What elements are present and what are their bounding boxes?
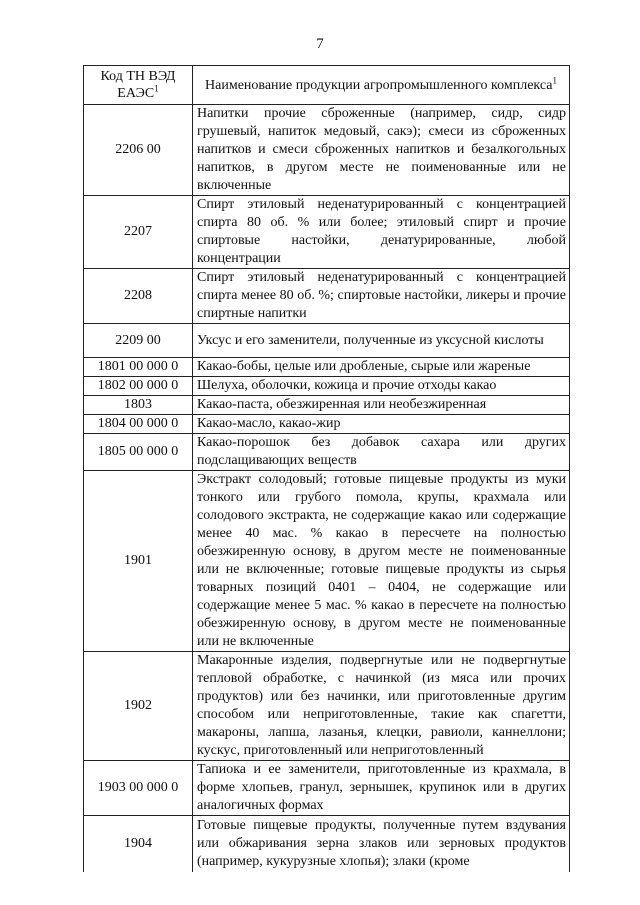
row-description: Готовые пищевые продукты, полученные путем вздувания или обжаривания зерна злаков или зерновых продуктов (например, кукурузные хлопья); злаки (кроме bbox=[193, 816, 570, 872]
row-code: 2209 00 bbox=[84, 324, 193, 358]
row-description: Уксус и его заменители, полученные из уксусной кислоты bbox=[193, 324, 570, 358]
row-description: Напитки прочие сброженные (например, сидр, сидр грушевый, напиток медовый, сакэ); смеси из сброженных напитков и смеси сброженных напитков и безалкогольных напитков, в другом месте не поименованные или не включенные bbox=[193, 105, 570, 196]
row-description: Спирт этиловый неденатурированный с концентрацией спирта менее 80 об. %; спиртовые настойки, ликеры и прочие спиртные напитки bbox=[193, 269, 570, 324]
table-row bbox=[84, 434, 570, 471]
table-row bbox=[84, 196, 570, 269]
row-description: Какао-бобы, целые или дробленые, сырые или жареные bbox=[193, 358, 570, 377]
row-description: Тапиока и ее заменители, приготовленные из крахмала, в форме хлопьев, гранул, зернышек, крупинок или в других аналогичных формах bbox=[193, 761, 570, 816]
row-code: 2206 00 bbox=[84, 105, 193, 196]
header-name: Наименование продукции агропромышленного комплекса$^1$ bbox=[193, 66, 570, 105]
row-code: 1902 bbox=[84, 652, 193, 761]
table-row bbox=[84, 269, 570, 324]
table-row bbox=[84, 652, 570, 761]
products-table bbox=[83, 65, 570, 872]
row-code: 1802 00 000 0 bbox=[84, 377, 193, 396]
table-row bbox=[84, 471, 570, 652]
row-code: 1903 00 000 0 bbox=[84, 761, 193, 816]
table-row bbox=[84, 324, 570, 358]
row-description: Какао-порошок без добавок сахара или других подслащивающих веществ bbox=[193, 434, 570, 471]
row-description: Какао-масло, какао-жир bbox=[193, 415, 570, 434]
table-header-row bbox=[84, 66, 570, 105]
table-row bbox=[84, 415, 570, 434]
table-row bbox=[84, 816, 570, 872]
table-row bbox=[84, 377, 570, 396]
row-description: Макаронные изделия, подвергнутые или не подвергнутые тепловой обработке, с начинкой (из мяса или прочих продуктов) или без начинки, или приготовленные другим способом или неприготовленные, такие как спагетти, макароны, лапша, лазанья, клецки, равиоли, каннеллони; кускус, приготовленный или неприготовленный bbox=[193, 652, 570, 761]
row-code: 2208 bbox=[84, 269, 193, 324]
page-number: 7 bbox=[316, 36, 324, 52]
row-description: Какао-паста, обезжиренная или необезжиренная bbox=[193, 396, 570, 415]
row-code: 1804 00 000 0 bbox=[84, 415, 193, 434]
row-code: 1901 bbox=[84, 471, 193, 652]
table-row bbox=[84, 105, 570, 196]
row-code: 1803 bbox=[84, 396, 193, 415]
row-description: Экстракт солодовый; готовые пищевые продукты из муки тонкого или грубого помола, крупы, крахмала или солодового экстракта, не содержащие какао или содержащие менее 40 мас. % какао в пересчете на полностью обезжиренную основу, в другом месте не поименованные или не включенные; готовые пищевые продукты из сырья товарных позиций 0401 – 0404, не содержащие или содержащие менее 5 мас. % какао в пересчете на полностью обезжиренную основу, в другом месте не поименованные или не включенные bbox=[193, 471, 570, 652]
row-code: 2207 bbox=[84, 196, 193, 269]
table-row bbox=[84, 358, 570, 377]
row-code: 1805 00 000 0 bbox=[84, 434, 193, 471]
row-description: Спирт этиловый неденатурированный с концентрацией спирта 80 об. % или более; этиловый спирт и прочие спиртовые настойки, денатурированные, любой концентрации bbox=[193, 196, 570, 269]
table-row bbox=[84, 396, 570, 415]
row-code: 1904 bbox=[84, 816, 193, 872]
header-code: Код ТН ВЭД ЕАЭС$^1$ bbox=[84, 66, 193, 105]
table-row bbox=[84, 761, 570, 816]
row-code: 1801 00 000 0 bbox=[84, 358, 193, 377]
row-description: Шелуха, оболочки, кожица и прочие отходы какао bbox=[193, 377, 570, 396]
